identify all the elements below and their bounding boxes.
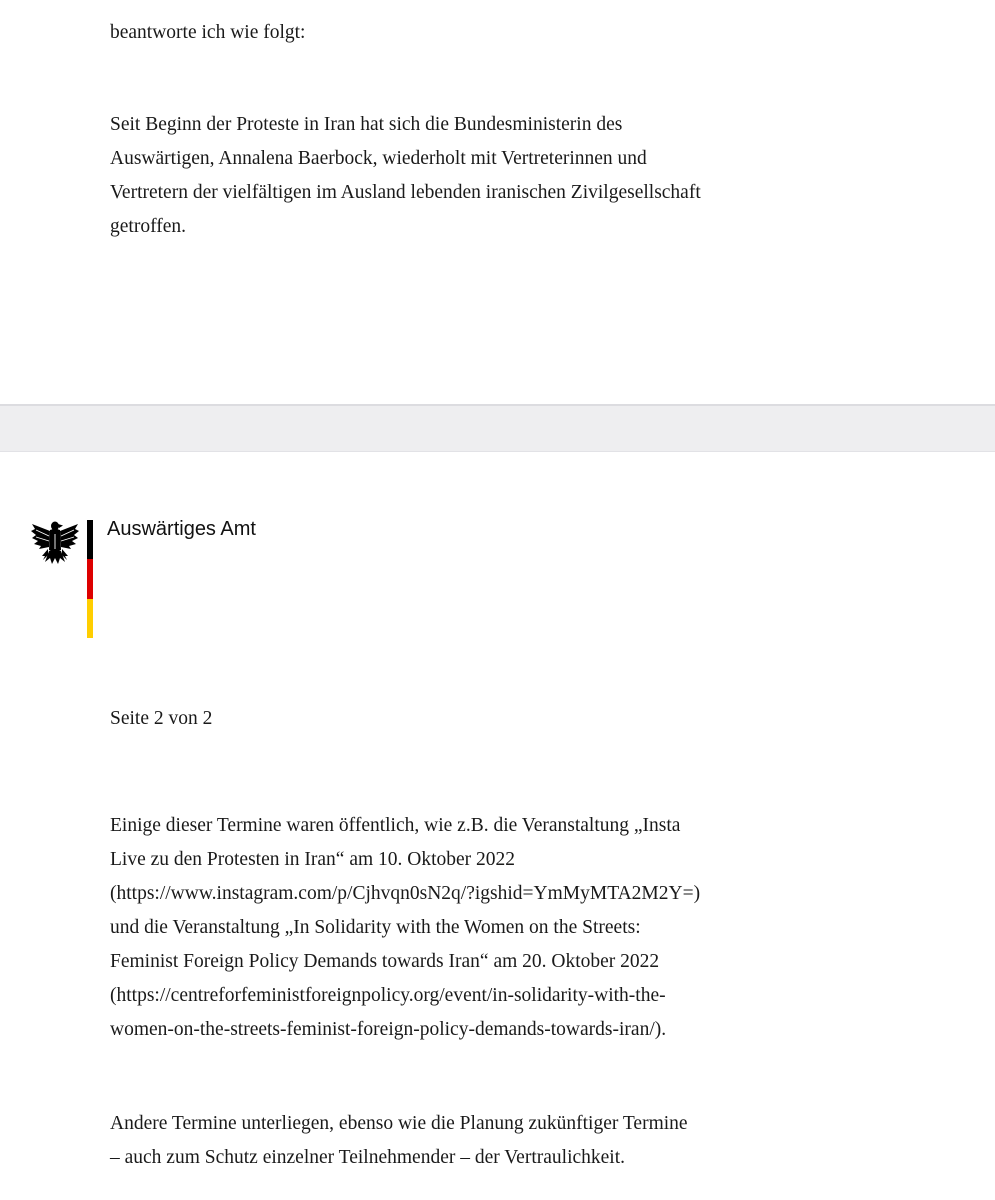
document-page-2	[0, 452, 995, 1200]
cffp-link-text: (https://centreforfeministforeignpolicy.org/event/in-solidarity-with-the-	[110, 985, 666, 1006]
instagram-link-text: (https://www.instagram.com/p/Cjhvqn0sN2q/?igshid=YmMyMTA2M2Y=)	[110, 883, 701, 904]
text-line: und die Veranstaltung „In Solidarity with the Women on the Streets:	[110, 917, 641, 938]
text-line: Feminist Foreign Policy Demands towards Iran“ am 20. Oktober 2022	[110, 951, 660, 972]
text-line: Auswärtigen, Annalena Baerbock, wiederholt mit Vertreterinnen und	[110, 148, 647, 169]
document-page-1	[0, 0, 995, 404]
cffp-link-text: women-on-the-streets-feminist-foreign-policy-demands-towards-iran/).	[110, 1019, 667, 1040]
flag-stripe-red	[87, 559, 93, 598]
flag-stripe-gold	[87, 599, 93, 638]
text-line: Live zu den Protesten in Iran“ am 10. Oktober 2022	[110, 849, 516, 870]
paragraph-confidential-events	[110, 1107, 810, 1175]
text-line: Vertretern der vielfältigen im Ausland lebenden iranischen Zivilgesellschaft	[110, 182, 701, 203]
page-separator	[0, 404, 995, 452]
paragraph-baerbock-meetings	[110, 108, 810, 244]
federal-eagle-icon	[30, 516, 80, 568]
text-line: – auch zum Schutz einzelner Teilnehmender – der Vertraulichkeit.	[110, 1147, 626, 1168]
text-line: Seite 2 von 2	[110, 708, 213, 729]
page-number	[110, 702, 810, 736]
text-line: beantworte ich wie folgt:	[110, 22, 306, 43]
german-flag-bar	[87, 520, 93, 638]
flag-stripe-black	[87, 520, 93, 559]
paragraph-public-events	[110, 809, 810, 1047]
text-line: Andere Termine unterliegen, ebenso wie die Planung zukünftiger Termine	[110, 1113, 688, 1134]
text-line: getroffen.	[110, 216, 186, 237]
text-line: Seit Beginn der Proteste in Iran hat sich die Bundesministerin des	[110, 114, 623, 135]
intro-line	[110, 16, 810, 50]
ministry-name: Auswärtiges Amt	[107, 518, 256, 540]
text-line: Einige dieser Termine waren öffentlich, wie z.B. die Veranstaltung „Insta	[110, 815, 681, 836]
